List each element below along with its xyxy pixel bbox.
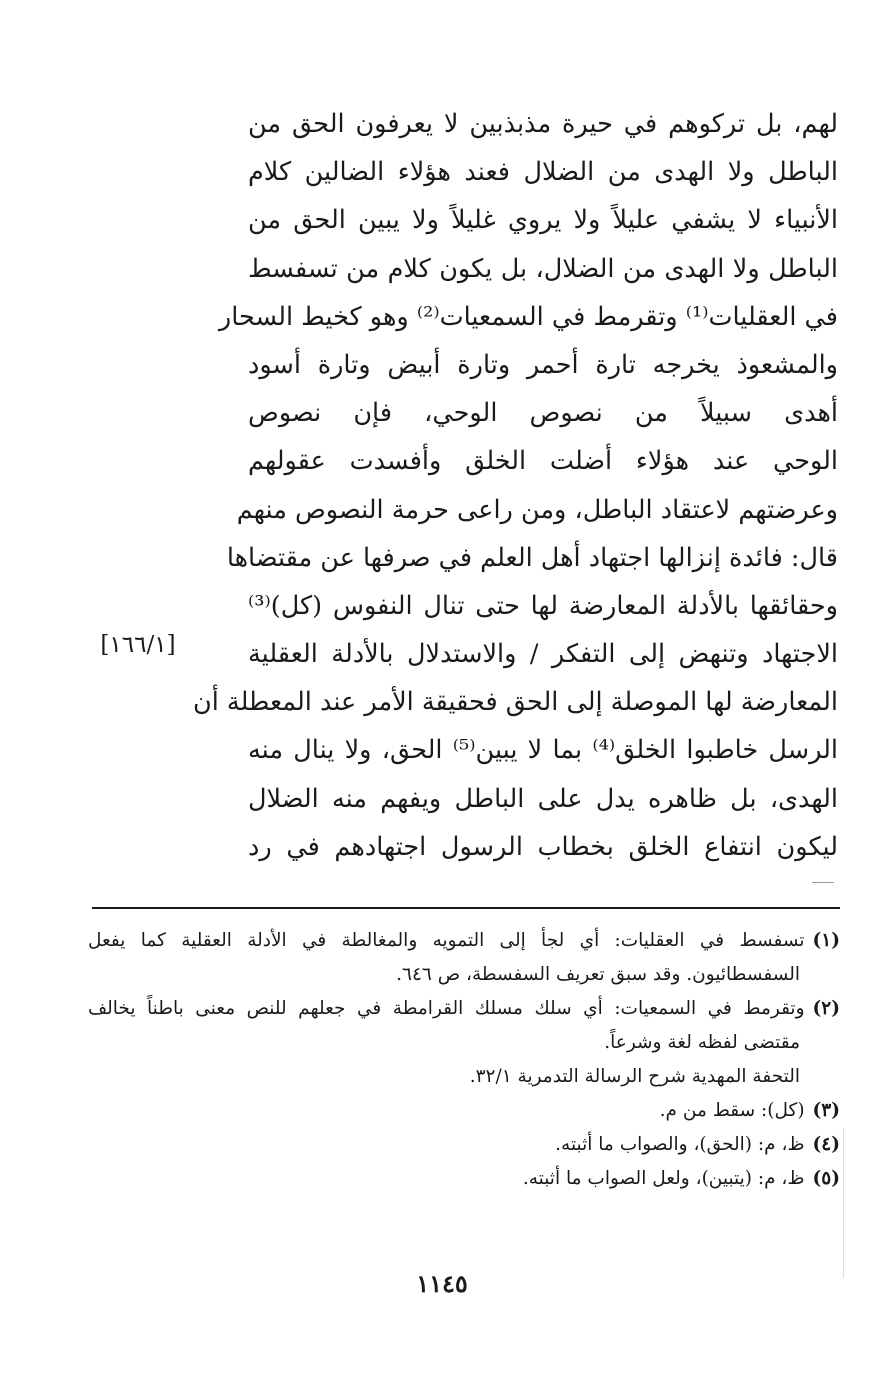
footnote-number: (٥) xyxy=(812,1168,840,1189)
main-text-block xyxy=(193,100,838,871)
main-text-line: الباطل ولا الهدى من الضلال، بل يكون كلام من تسفسط xyxy=(248,253,838,284)
manuscript-page-reference: [١٦٦/١] xyxy=(100,632,176,658)
main-text-line: الوحي عند هؤلاء أضلت الخلق وأفسدت عقولهم xyxy=(248,446,838,477)
main-text-line: الرسل خاطبوا الخلق⁽⁴⁾ بما لا يبين⁽⁵⁾ الحق، ولا ينال منه xyxy=(248,735,838,766)
footnote-3 xyxy=(88,1094,840,1128)
main-text-line: وعرضتهم لاعتقاد الباطل، ومن راعى حرمة النصوص منهم xyxy=(236,494,838,525)
footnote-text: ظ، م: (الحق)، والصواب ما أثبته. xyxy=(555,1134,805,1155)
main-text-line: الباطل ولا الهدى من الضلال فعند هؤلاء الضالين كلام xyxy=(248,157,838,188)
footnote-number: (٤) xyxy=(812,1134,840,1155)
main-text-line: الاجتهاد وتنهض إلى التفكر / والاستدلال بالأدلة العقلية xyxy=(248,639,838,670)
main-text-line: الهدى، بل ظاهره يدل على الباطل ويفهم منه الضلال xyxy=(248,783,838,814)
main-text-line: وحقائقها بالأدلة المعارضة لها حتى تنال النفوس (كل)⁽³⁾ xyxy=(248,590,838,621)
footnote-text: ظ، م: (يتبين)، ولعل الصواب ما أثبته. xyxy=(522,1168,805,1189)
main-text-line: ليكون انتفاع الخلق بخطاب الرسول اجتهادهم في رد xyxy=(248,831,838,862)
main-text-line: الأنبياء لا يشفي عليلاً ولا يروي غليلاً ولا يبين الحق من xyxy=(248,205,838,236)
main-text-line: والمشعوذ يخرجه تارة أحمر وتارة أبيض وتارة أسود xyxy=(248,349,838,380)
main-text-line: أهدى سبيلاً من نصوص الوحي، فإن نصوص xyxy=(248,398,838,429)
footnote-text: وتقرمط في السمعيات: أي سلك مسلك القرامطة في جعلهم للنص معنى باطناً يخالف xyxy=(88,998,805,1019)
page-number: ١١٤٥ xyxy=(416,1269,468,1298)
footnote-text: تسفسط في العقليات: أي لجأ إلى التمويه والمغالطة في الأدلة العقلية كما يفعل xyxy=(88,930,805,951)
footnote-1 xyxy=(88,924,840,958)
footnote-separator xyxy=(92,907,840,909)
main-text-line: لهم، بل تركوهم في حيرة مذبذبين لا يعرفون الحق من xyxy=(248,109,838,139)
footnote-number: (٣) xyxy=(812,1100,840,1121)
footnote-number: (١) xyxy=(812,930,840,951)
footnote-number: (٢) xyxy=(812,998,840,1019)
footnote-2-source: التحفة المهدية شرح الرسالة التدمرية ٣٢/١. xyxy=(469,1066,800,1087)
scan-mark xyxy=(812,882,834,883)
footnote-2-continuation: مقتضى لفظه لغة وشرعاً. xyxy=(604,1032,800,1053)
scan-artifact-line xyxy=(843,1128,844,1278)
footnotes-block xyxy=(88,924,840,1196)
footnote-text: (كل): سقط من م. xyxy=(659,1100,805,1121)
main-text-line: المعارضة لها الموصلة إلى الحق فحقيقة الأمر عند المعطلة أن xyxy=(193,687,838,718)
footnote-1-continuation: السفسطائيون. وقد سبق تعريف السفسطة، ص ٦٤٦. xyxy=(396,964,800,985)
footnote-2 xyxy=(88,992,840,1026)
main-text-line: في العقليات⁽¹⁾ وتقرمط في السمعيات⁽²⁾ وهو كخيط السحار xyxy=(218,301,838,332)
footnote-5 xyxy=(88,1162,840,1196)
main-text-line: قال: فائدة إنزالها اجتهاد أهل العلم في صرفها عن مقتضاها xyxy=(226,542,838,573)
footnote-4 xyxy=(88,1128,840,1162)
